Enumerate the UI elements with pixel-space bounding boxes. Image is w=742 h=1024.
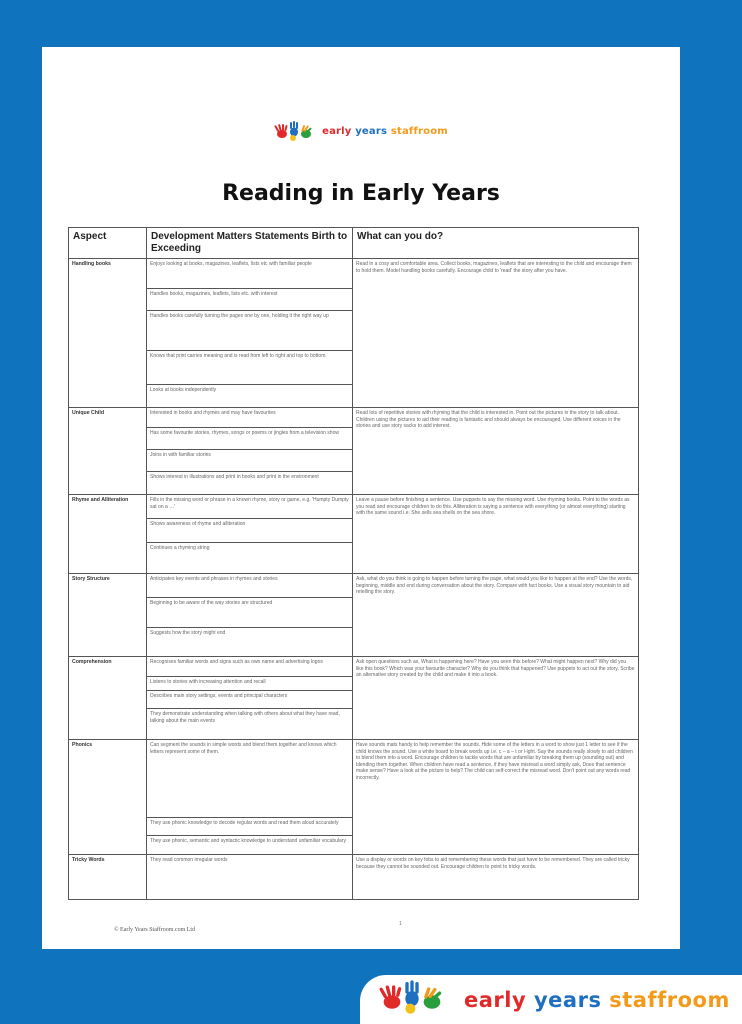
header-statements: Development Matters Statements Birth to Exceeding xyxy=(147,228,353,259)
logo-word-years: years xyxy=(533,987,602,1012)
header-what: What can you do? xyxy=(353,228,639,259)
table-row xyxy=(69,657,639,740)
statement-item: Anticipates key events and phrases in rhymes and stories xyxy=(147,574,352,598)
aspect-cell: Handling books xyxy=(69,259,147,408)
what-can-you-do-cell xyxy=(353,408,639,495)
statements-cell xyxy=(147,740,353,855)
logo-wordmark xyxy=(322,126,448,137)
statement-item: Shows awareness of rhyme and alliteration xyxy=(147,519,352,543)
table-header-row xyxy=(69,228,639,259)
page-number: 1 xyxy=(399,921,402,927)
statement-item: Recognises familiar words and signs such as own name and advertising logos xyxy=(147,657,352,677)
what-text: Ask open questions such as, What is happening here? Have you seen this before? What might happen next? Why did you like this book? Which was your favourite character? Why do you think that happened? Use puppets to act out the story. Scribe an alternative story created by the child and make it into a book. xyxy=(356,659,635,678)
header-aspect: Aspect xyxy=(69,228,147,259)
what-can-you-do-cell xyxy=(353,740,639,855)
what-can-you-do-cell xyxy=(353,657,639,740)
table-row xyxy=(69,740,639,855)
logo-word-staffroom: staffroom xyxy=(609,987,730,1012)
statement-item: Shows interest in illustrations and print in books and print in the environment xyxy=(150,474,319,480)
handprints-logo-icon xyxy=(370,977,454,1022)
what-can-you-do-cell xyxy=(353,855,639,900)
aspect-cell: Story Structure xyxy=(69,574,147,657)
aspect-cell: Comprehension xyxy=(69,657,147,740)
statement-item: Suggests how the story might end xyxy=(150,630,226,636)
footer-logo xyxy=(360,975,742,1024)
table-row xyxy=(69,855,639,900)
statements-cell xyxy=(147,574,353,657)
statement-item: Interested in books and rhymes and may have favourites xyxy=(147,408,352,428)
what-can-you-do-cell xyxy=(353,574,639,657)
statement-item: Joins in with familiar stories xyxy=(147,450,352,472)
aspect-cell: Unique Child xyxy=(69,408,147,495)
logo-word-staffroom: staffroom xyxy=(390,125,448,137)
table-row xyxy=(69,495,639,574)
document-title: Reading in Early Years xyxy=(222,181,500,206)
copyright-notice: © Early Years Staffroom.com Ltd xyxy=(114,927,196,933)
what-can-you-do-cell xyxy=(353,259,639,408)
statements-cell xyxy=(147,495,353,574)
handprints-logo-icon xyxy=(274,119,314,143)
statement-item: They use phonic knowledge to decode regular words and read them aloud accurately xyxy=(147,818,352,836)
what-text: Have sounds mats handy to help remember the sounds. Hide some of the letters in a word to show just 1 letter to see if the child knows the sound. Use a white board to break words up i.e. c – a – t or l-ight. Say the sounds really slowly to aid children to blend them into a word. Encourage children to tackle words that are unfamiliar by breaking them up (sounding out) and blending them together. When children have read a sentence, if they have misread a word simply ask, Does that sentence make sense? Have a look at the picture to help? The child can self-correct the misread word. Don't point out any words read incorrectly. xyxy=(356,742,633,781)
statements-cell xyxy=(147,259,353,408)
what-text: Read lots of repetitive stories with rhyming that the child is interested in. Point out the pictures in the story to talk about. Children using the pictures to aid their reading is fantastic and should always be encouraged. Use different voices in the stories and use story sacks to add interest. xyxy=(356,410,621,429)
document-page xyxy=(42,47,680,949)
table-row xyxy=(69,259,639,408)
statement-item: Has some favourite stories, rhymes, songs or poems or jingles from a television show xyxy=(147,428,352,450)
logo-word-early: early xyxy=(464,987,527,1012)
statement-item: They read common irregular words xyxy=(150,857,228,863)
table-row xyxy=(69,574,639,657)
table-body xyxy=(69,259,639,900)
statements-cell xyxy=(147,855,353,900)
statement-item: Listens to stories with increasing attention and recall xyxy=(147,677,352,691)
statement-item: Looks at books independently xyxy=(150,387,217,393)
statements-cell xyxy=(147,657,353,740)
what-text: Leave a pause before finishing a sentence. Use puppets to say the missing word. Use rhyming books. Point to the words as you read and encourage children to do this. Alliteration is saying a sentence with everything (or almost everything) starting with the same sound i.e. She sells sea shells on the sea shore. xyxy=(356,497,630,516)
statement-item: Describes main story settings, events and principal characters xyxy=(147,691,352,709)
reading-table xyxy=(68,227,639,900)
logo-word-years: years xyxy=(355,125,388,137)
statement-item: Enjoys looking at books, magazines, leaflets, lists etc with familiar people xyxy=(147,259,352,289)
statements-cell xyxy=(147,408,353,495)
logo-word-early: early xyxy=(322,125,352,137)
aspect-cell: Tricky Words xyxy=(69,855,147,900)
statement-item: Handles books carefully turning the pages one by one, holding it the right way up xyxy=(147,311,352,351)
what-text: Read in a cosy and comfortable area. Collect books, magazines, leaflets that are interesting to the child and encourage them to hold them. Model handling books carefully. Encourage child to 'read' the story after you have. xyxy=(356,261,632,274)
aspect-cell: Phonics xyxy=(69,740,147,855)
statement-item: Handles books, magazines, leaflets, lists etc. with interest xyxy=(147,289,352,311)
what-text: Use a display or words on key fobs to aid remembering these words that just have to be remembered. They are called tricky because they cannot be sounded out. Encourage children to point to tricky words. xyxy=(356,857,630,870)
aspect-cell: Rhyme and Alliteration xyxy=(69,495,147,574)
table-row xyxy=(69,408,639,495)
statement-item: Fills in the missing word or phrase in a known rhyme, story or game, e.g. 'Humpty Dumpty sat on a …' xyxy=(147,495,352,519)
statement-item: Continues a rhyming string xyxy=(150,545,210,551)
what-can-you-do-cell xyxy=(353,495,639,574)
document-logo xyxy=(42,119,680,143)
statement-item: They use phonic, semantic and syntactic knowledge to understand unfamiliar vocabulary xyxy=(150,838,346,844)
statement-item: Knows that print carries meaning and is read from left to right and top to bottom. xyxy=(147,351,352,385)
statement-item: They demonstrate understanding when talking with others about what they have read, talking about the main events xyxy=(150,711,340,724)
what-text: Ask, what do you think is going to happen before turning the page, what would you like to happen at the end? Use the words, beginning, middle and end during conversation about the story. Compare with fact books. Use a visual story mountain to aid retelling the story. xyxy=(356,576,633,595)
statement-item: Can segment the sounds in simple words and blend them together and knows which letters represent some of them. xyxy=(147,740,352,818)
footer-wordmark xyxy=(464,988,730,1012)
statement-item: Beginning to be aware of the way stories are structured xyxy=(147,598,352,628)
